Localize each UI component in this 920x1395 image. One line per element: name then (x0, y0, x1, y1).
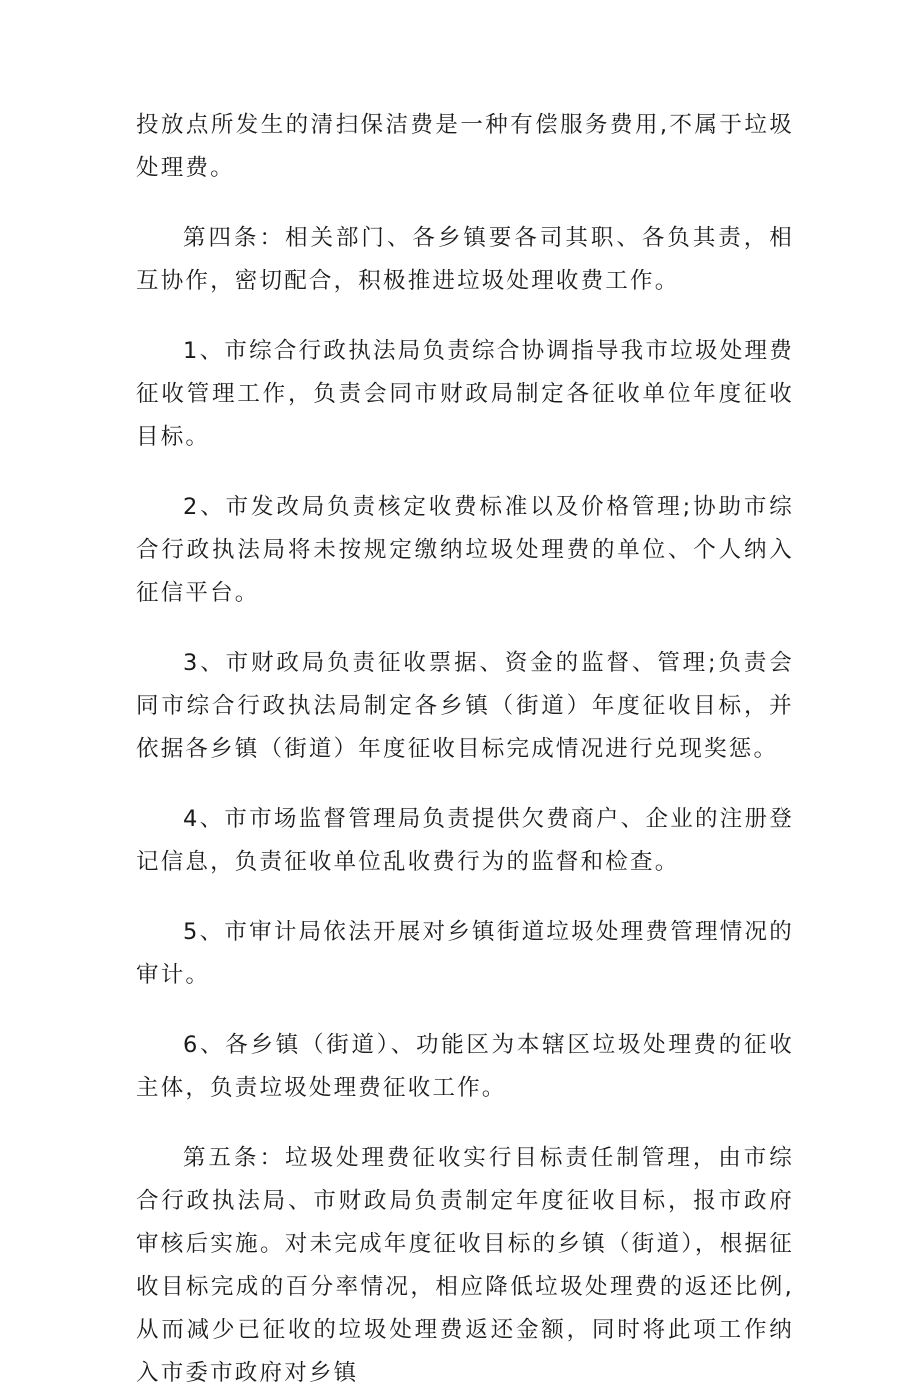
paragraph-continuation: 投放点所发生的清扫保洁费是一种有偿服务费用,不属于垃圾处理费。 (136, 112, 794, 181)
paragraph-item-3: 3、市财政局负责征收票据、资金的监督、管理;负责会同市综合行政执法局制定各乡镇（街道）年度征收目标，并依据各乡镇（街道）年度征收目标完成情况进行兑现奖惩。 (136, 650, 794, 762)
paragraph-item-6: 6、各乡镇（街道）、功能区为本辖区垃圾处理费的征收主体，负责垃圾处理费征收工作。 (136, 1032, 794, 1101)
paragraph-item-5: 5、市审计局依法开展对乡镇街道垃圾处理费管理情况的审计。 (136, 919, 794, 988)
paragraph-article-4: 第四条：相关部门、各乡镇要各司其职、各负其责，相互协作，密切配合，积极推进垃圾处理收费工作。 (136, 225, 794, 294)
paragraph-item-1: 1、市综合行政执法局负责综合协调指导我市垃圾处理费征收管理工作，负责会同市财政局制定各征收单位年度征收目标。 (136, 338, 794, 450)
paragraph-article-5: 第五条：垃圾处理费征收实行目标责任制管理，由市综合行政执法局、市财政局负责制定年度征收目标，报市政府审核后实施。对未完成年度征收目标的乡镇（街道），根据征收目标完成的百分率情况，相应降低垃圾处理费的返还比例,从而减少已征收的垃圾处理费返还金额，同时将此项工作纳入市委市政府对乡镇 (136, 1145, 794, 1386)
paragraph-item-4: 4、市市场监督管理局负责提供欠费商户、企业的注册登记信息，负责征收单位乱收费行为的监督和检查。 (136, 806, 794, 875)
paragraph-item-2: 2、市发改局负责核定收费标准以及价格管理;协助市综合行政执法局将未按规定缴纳垃圾处理费的单位、个人纳入征信平台。 (136, 494, 794, 606)
